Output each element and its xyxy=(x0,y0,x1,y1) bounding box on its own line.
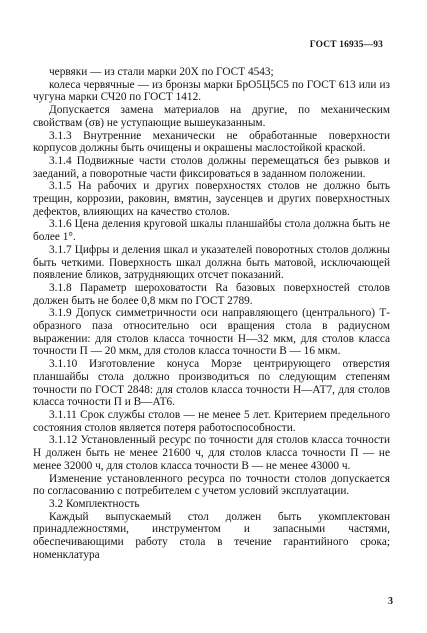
paragraph-3-1-7: 3.1.7 Цифры и деления шкал и указателей поворотных столов должны быть четкими. Поверхность шкал должна быть матовой, исключающей появление бликов, затрудняющих отсчет показаний. xyxy=(33,243,390,282)
document-body xyxy=(33,66,390,561)
paragraph-3-1-10: 3.1.10 Изготовление конуса Морзе центрирующего отверстия планшайбы стола должно производиться по следующим степеням точности по ГОСТ 2848: для столов класса точности Н—АТ7, для столов класса точности П и В—АТ6. xyxy=(33,358,390,409)
page-number: 3 xyxy=(388,596,393,607)
paragraph-3-1-11: 3.1.11 Срок службы столов — не менее 5 лет. Критерием предельного состояния столов является потеря работоспособности. xyxy=(33,408,390,434)
paragraph-worm-material: червяки — из стали марки 20Х по ГОСТ 4543; xyxy=(49,66,274,78)
paragraph-resource-change: Изменение установленного ресурса по точности столов допускается по согласованию с потребителем с учетом условий эксплуатации. xyxy=(33,472,390,498)
paragraph-worm-wheel-material: колеса червячные — из бронзы марки БрО5Ц5С5 по ГОСТ 613 или из чугуна марки СЧ20 по ГОСТ 1412. xyxy=(33,78,390,104)
document-code-header: ГОСТ 16935—93 xyxy=(309,40,383,50)
paragraph-3-1-4: 3.1.4 Подвижные части столов должны перемещаться без рывков и заеданий, а поворотные части фиксироваться в заданном положении. xyxy=(33,154,390,180)
paragraph-3-1-12: 3.1.12 Установленный ресурс по точности для столов класса точности Н должен быть не менее 21600 ч, для столов класса точности П — не менее 32000 ч, для столов класса точности В — не менее 43000 ч. xyxy=(33,434,390,472)
paragraph-completeness: Каждый выпускаемый стол должен быть укомплектован принадлежностями, инструментом и запасными частями, обеспечивающими работу стола в течение гарантийного срока; номенклатура xyxy=(33,510,390,561)
paragraph-3-1-5: 3.1.5 На рабочих и других поверхностях столов не должно быть трещин, коррозии, раковин, вмятин, заусенцев и других поверхностных дефектов, влияющих на качество столов. xyxy=(33,180,390,218)
paragraph-3-1-3: 3.1.3 Внутренние механически не обработанные поверхности корпусов должны быть очищены и окрашены маслостойкой краской. xyxy=(33,129,390,155)
paragraph-3-1-6: 3.1.6 Цена деления круговой шкалы планшайбы стола должна быть не более 1°. xyxy=(33,218,390,244)
paragraph-3-1-8: 3.1.8 Параметр шероховатости Ra базовых поверхностей столов должен быть не более 0,8 мкм по ГОСТ 2789. xyxy=(33,281,390,307)
paragraph-material-substitution: Допускается замена материалов на другие, по механическим свойствам (σв) не уступающие вышеуказанным. xyxy=(33,104,390,129)
section-heading-3-2: 3.2 Комплектность xyxy=(49,497,140,510)
paragraph-3-1-9: 3.1.9 Допуск симметричности оси направляющего (центрального) Т-образного паза относительно оси вращения стола в радиусном выражении: для столов класса точности Н—32 мкм, для столов класса точности П — 20 мкм, для столов класса точности В — 16 мкм. xyxy=(33,307,390,358)
